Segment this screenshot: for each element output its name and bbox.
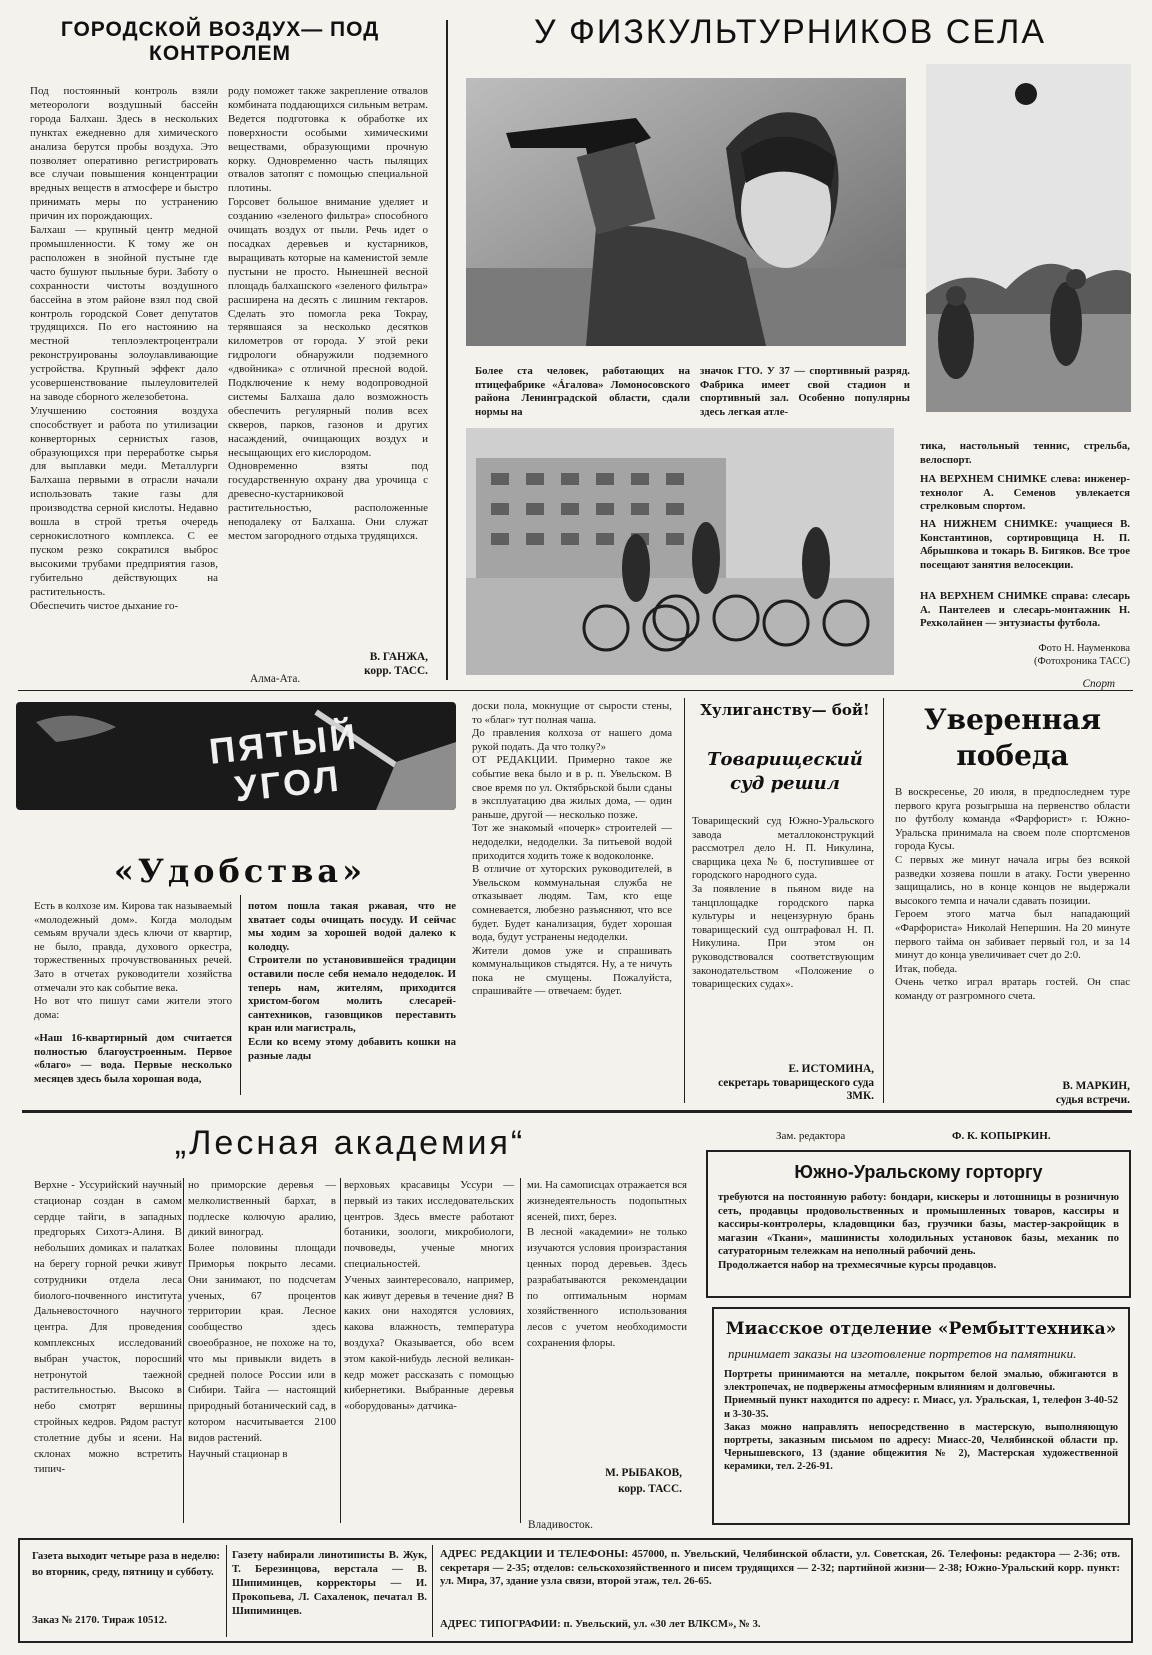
victory-text: В воскресенье, 20 июля, в предпоследнем туре первого круга розыгрыша на первенство области по футболу команда «Фарфорист» г. Южно-Уральска принимала на своем поле спортсменов города Кусы. С первых же минут начала игры без всякой разведки хозяева пошли в атаку. Гости уверенно защищались, но в конце концов не выдержали высокого темпа и начали сдавать позиции. Героем этого матча был нападающий «Фарфориста» Николай Непершин. На 20 минуте первого тайма он забивает первый гол, и за 14 минут до конца увеличивает счет до 2:0. Итак, победа. Очень четко играл вратарь гостей. Он спас команду от разгромного счета.: [895, 786, 1130, 1002]
corner-column-1-quote: «Наш 16-квартирный дом считается полностью благоустроенным. Первое «благо» — вода. Первые несколько месяцев здесь была хорошая вода,: [34, 1032, 232, 1085]
corner-column-2: потом пошла такая ржавая, что не хватает соды очищать посуду. И сейчас мы ходим за хорошей водой далеко к колодцу. Строители по установившейся традиции оставили после себя немало недоделок. И теперь нам, жителям, приходится христом-богом молить слесарей-сантехников, газовщиков переставить кран или магистраль, Если ко всему этому добавить кошки на разные лады: [248, 900, 456, 1062]
forest-column-3: верховьях красавицы Уссури — первый из таких исследовательских центров. Здесь вместе работают ботаники, зоологи, микробиологи, почвоведы, ученые многих специальностей. Ученых заинтересовало, например, как живут деревья в течение дня? В каких они находятся условиях, какова влажность, температура воздуха? Оказывается, обо всем этом какой-нибудь лесной великан-кедр может рассказать с помощью кибернетики. Выбранные деревья «оборудованы» датчика-: [344, 1179, 514, 1413]
sport-photo-credit: Фото Н. Науменкова (Фотохроника ТАСС): [1033, 643, 1130, 667]
corner-column-3: доски пола, мокнущие от сырости стены, то «благ» тут полная чаша. До правления колхоза от нашего дома рукой подать. Да что толку?» ОТ РЕДАКЦИИ. Примерно такое же событие века было и в р. п. Увельском. В свое время по ул. Октябрьской были сданы в эксплуатацию два жилых дома, — один раньше, другой — несколько позже. Тот же знакомый «почерк» строителей — недоделки, недоделки. За питьевой водой приходится ходить тоже к водоколонке. В отличие от хуторских руководителей, в Увельском коммунальная служба не отказывает людям. Там, кто еще сомневается, любезно разъясняют, что все будет. Будет канализация, будет хорошая вода, будут устранены недоделки. Жители домов уже и спрашивать коммунальщиков стыдятся. Ну, а те ничуть пока не смущены. Пожалуйста, спрашивайте — отвечаем: будет.: [472, 700, 672, 998]
cyclists-photo-drawing: [466, 428, 894, 675]
air-title: ГОРОДСКОЙ ВОЗДУХ— ПОД КОНТРОЛЕМ: [60, 18, 380, 65]
footer-divider-2: [432, 1545, 433, 1637]
horizontal-divider-lower: [22, 1110, 1132, 1113]
footer-address: АДРЕС РЕДАКЦИИ И ТЕЛЕФОНЫ: 457000, п. Увельский, Челябинской области, ул. Советская, 26. Телефоны: редактора — 2-36; отв. секретаря — 2-35; отделов: сельскохозяйственного и писем трудящихся — 2-32; партийной жизни— 2-38; Южно-Уральский корр. пункт: ул. Мира, 37, здание узла связи, второй этаж, тел. 26-65.: [440, 1548, 1120, 1587]
sport-title: У ФИЗКУЛЬТУРНИКОВ СЕЛА: [534, 13, 1046, 51]
sport-photo-note-2: НА НИЖНЕМ СНИМКЕ: учащиеся В. Константинов, сортировщица Н. П. Абрышкова и токарь В. Бигяков. Все трое посещают занятия велосекции.: [920, 518, 1130, 571]
forest-column-2: но приморские деревья — мелколиственный бархат, в подлеске колючую аралию, дикий виноград. Более половины площади Приморья покрыто лесами. Они занимают, по подсчетам ученых, 67 процентов территории края. Лесное сообщество здесь своеобразное, не похоже на то, что мы привыкли видеть в средней полосе России или в Сибири. Тайга — настоящий природный ботанический сад, в котором насчитывается 2100 видов растений. Научный стационар в: [188, 1179, 336, 1460]
forest-column-1: Верхне - Уссурийский научный стационар создан в самом сердце тайги, в западных предгорьях Сихотэ-Алиня. В небольших домиках и палатках на берегу горной речки живут сотрудники отдела леса биолого-почвенного института Дальневосточного научного центра. Для проведения комплексных исследований выбран участок, поросший нетронутой таежной растительностью. Высоко в небо смотрят вершины стройных кедров. Рядом растут столетние дубы и ясени. На склонах можно встретить типич-: [34, 1179, 182, 1476]
sport-rubric: Спорт: [1082, 678, 1115, 690]
forest-signature: М. РЫБАКОВ, корр. ТАСС.: [605, 1467, 682, 1495]
football-photo: [926, 64, 1131, 412]
forest-divider-2: [340, 1178, 341, 1523]
editor-name: Ф. К. КОПЫРКИН.: [952, 1130, 1051, 1142]
corner-column-1: Есть в колхозе им. Кирова так называемый «молодежный дом». Когда молодым семьям вручали здесь ключи от квартир, не было, правда, духового оркестра, торжественных прочувствованных речей. Зато в отчетах руководители хозяйства отмечали это как событие века. Но вот что пишут сами жители этого дома:: [34, 900, 232, 1021]
sport-photo-note-3: НА ВЕРХНЕМ СНИМКЕ справа: слесарь А. Пантелеев и слесарь-монтажник Н. Рехколайнен — энтузиасты футбола.: [920, 590, 1130, 629]
forest-divider-1: [183, 1178, 184, 1523]
footer-order: Заказ № 2170. Тираж 10512.: [32, 1614, 167, 1626]
ad-rembyt: [712, 1307, 1130, 1525]
corner-title: «Удобства»: [113, 852, 367, 890]
air-place: Алма-Ата.: [250, 673, 301, 685]
court-signature: Е. ИСТОМИНА, секретарь товарищеского суда ЗМК.: [718, 1063, 874, 1103]
ad-rembyt-text: Портреты принимаются на металле, покрытом белой эмалью, обжигаются в электропечах, не подвержены атмосферным влияниям и долговечны. Приемный пункт находится по адресу: г. Миасс, ул. Уральская, 1, телефон 3-40-52 и 3-30-35. Заказ можно направлять непосредственно в мастерскую, выполняющую портреты, заказным письмом по адресу: Миасс-20, Челябинской области пр. Чернышевского, 13 (здание общежития № 2), Мастерская художественной керамики, тел. 2-26-91.: [724, 1369, 1118, 1473]
forest-divider-3: [520, 1178, 521, 1523]
football-photo-drawing: [926, 64, 1131, 412]
shooter-photo: [466, 78, 906, 346]
footer-print-address: АДРЕС ТИПОГРАФИИ: п. Увельский, ул. «30 лет ВЛКСМ», № 3.: [440, 1618, 761, 1630]
corner-banner-text: ПЯТЫЙ УГОЛ: [207, 715, 361, 810]
forest-title: „Лесная академия“: [174, 1124, 526, 1162]
corner-inner-divider: [240, 895, 241, 1095]
ad-gortorg: [706, 1150, 1131, 1298]
corner-banner: [16, 702, 456, 810]
court-text: Товарищеский суд Южно-Уральского завода металлоконструкций рассмотрел дело Н. П. Никулина, сварщика цеха № 6, поступившее от городского народного суда. За появление в пьяном виде на танцплощадке городского парка культуры и нецензурную брань товарищеский суд оштрафовал Н. П. Никулина. При этом он руководствовался соответствующим законодательством «Положение о товарищеских судах».: [692, 815, 874, 991]
vertical-divider-mid-1: [684, 698, 685, 1103]
sport-caption-3: тика, настольный теннис, стрельба, велоспорт.: [920, 440, 1130, 466]
vertical-divider-mid-2: [883, 698, 884, 1103]
ad-rembyt-subtitle: принимает заказы на изготовление портретов на памятники.: [728, 1346, 1077, 1361]
victory-title: Уверенная победа: [923, 703, 1102, 772]
ad-rembyt-title: Миасское отделение «Рембыттехника»: [725, 1319, 1117, 1339]
air-signature: В. ГАНЖА, корр. ТАСС.: [364, 651, 428, 677]
editor-label: Зам. редактора: [776, 1130, 846, 1142]
footer-divider-1: [226, 1545, 227, 1637]
forest-column-4: ми. На самописцах отражается вся жизнедеятельность подопытных ясеней, пихт, берез. В лесной «академии» не только изучаются условия произрастания ценных пород деревьев. Здесь разрабатываются рекомендации по оптимальным нормам хозяйственного использования лесов с учетом необходимости сохранения флоры.: [527, 1179, 687, 1349]
footer-typesetters: Газету набирали линотиписты В. Жук, Т. Березинцова, верстала — В. Шипиминцев, корректоры — И. Прокопьева, Л. Сахаленок, печатал В. Шипиминцев.: [232, 1549, 427, 1617]
court-title: Товарищеский суд решил: [707, 749, 863, 794]
air-column-1: Под постоянный контроль взяли метеорологи воздушный бассейн города Балхаш. Здесь в нескольких пунктах ежедневно для химического анализа берутся пробы воздуха. Это позволяет оперативно регистрировать все случаи повышения концентрации вредных веществ в атмосфере и быстро принимать меры по устранению причин их порождающих. Балхаш — крупный центр медной промышленности. К тому же он расположен в знойной пустыне где часто бушуют пыльные бури. Заботу о сохранности чистоты воздушного бассейна в этом районе взял под свой контроль городской Совет депутатов трудящихся. По его настоянию на местной теплоэлектроцентрали реконструированы золоулавливающие устройства. Крупный эффект дало усовершенствование пылеуловителей на заводе сборного железобетона. Улучшению состояния воздуха способствует и работа по утилизации конверторных сернистых газов, образующихся при переработке сырья для выплавки меди. Металлурги Балхаша первыми в отрасли начали использовать такие газы для производства серной кислоты. Недавно вошла в строй третья очередь сернокислотного комплекса. С ее пуском резко сократился выброс высокими трубами предприятия газов, губительно действующих на растительность. Обеспечить чистое дыхание го-: [30, 85, 218, 612]
cyclists-photo: [466, 428, 894, 675]
sport-caption-2: значок ГТО. У 37 — спортивный разряд. Фабрика имеет свой стадион и спортивный зал. Особенно популярны здесь легкая атле-: [700, 365, 910, 418]
vertical-divider-top: [446, 20, 448, 680]
air-column-2: роду поможет также закрепление отвалов комбината поддающихся сильным ветрам. Ведется подготовка к обработке их поверхности особыми химическими веществами, образующими прочную корку. Одновременно часть пылящих отвалов затопят с помощью специальной плотины. Горсовет большое внимание уделяет и созданию «зеленого фильтра» способного очищать воздух от пыли. Речь идет о посадках деревьев и кустарников, выращивать которые на каменистой земле пустыни не просто. Нынешней весной площадь балхашского «зеленого фильтра» расширена на десять с лишним гектаров. Сделать это помогла река Токрау, терявшаяся за несколько десятков километров от города. У этой реки гидрологи обнаружили подземного «двойника» с отличной пресной водой. Подключение к нему водопроводной системы Балхаша дало возможность обеспечить регулярный полив всех скверов, парков, газонов и других насаждений, очищающих воздух и несыщающих его кислородом. Одновременно взяты под государственную охрану два урочища с древесно-кустарниковой растительностью, расположенные неподалеку от Балхаша. Они служат местом загородного отдыха трудящихся.: [228, 85, 428, 542]
footer-publication: Газета выходит четыре раза в неделю: во вторник, среду, пятницу и субботу.: [32, 1550, 220, 1578]
sport-caption-1: Более ста человек, работающих на птицефабрике «Áгалова» Ломоносовского района Ленинградской области, сдали нормы на: [475, 365, 690, 418]
sport-photo-note-1: НА ВЕРХНЕМ СНИМКЕ слева: инженер-технолог А. Семенов увлекается стрелковым спортом.: [920, 473, 1130, 512]
ad-gortorg-text: требуются на постоянную работу: бондари, кискеры и лотошницы в розничную сеть, продавцы продовольственных и промышленных товаров, кассиры и кассиры-контролеры, кладовщики баз, грузчики базы, мастер-закройщик в магазин «Ткани», машинисты холодильных установок базы, механик по сатураторным тележкам на неполный рабочий день. Продолжается набор на трехмесячные курсы продавцов.: [718, 1191, 1119, 1271]
court-kicker: Хулиганству— бой!: [700, 701, 870, 719]
shooter-photo-drawing: [466, 78, 906, 346]
horizontal-divider-mid: [18, 690, 1133, 691]
ad-gortorg-title: Южно-Уральскому горторгу: [794, 1162, 1043, 1182]
forest-place: Владивосток.: [528, 1519, 593, 1531]
victory-signature: В. МАРКИН, судья встречи.: [1055, 1080, 1130, 1106]
